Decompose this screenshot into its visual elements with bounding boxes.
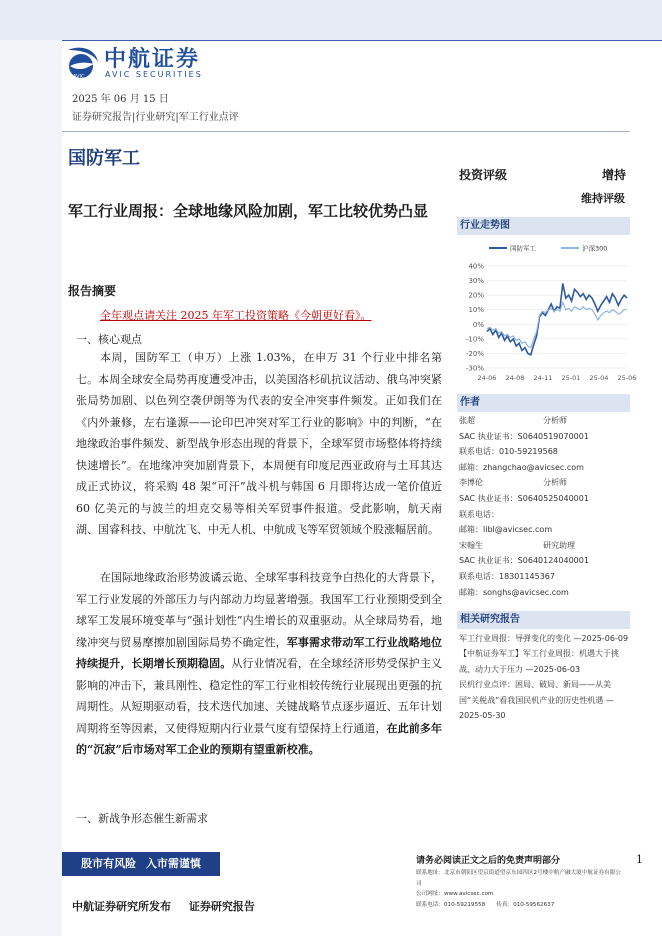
- company-logo: [64, 42, 224, 88]
- author-name-row: [459, 538, 631, 554]
- report-date: 2025 年 06 月 15 日: [72, 94, 169, 105]
- author-role: 研究助理: [543, 540, 575, 550]
- outlook-bold-b: 在此前多年的“沉寂”后市场对军工企业的预期有望重新校准。: [76, 721, 442, 756]
- y-tick-label: -10%: [465, 335, 484, 344]
- author-info: SAC 执业证书：S0640519070001: [459, 431, 589, 441]
- related-report-link[interactable]: 民机行业点评：困局、破局、新局——从美国“关税战”看我国民机产业的历史性机遇 —2025-05-30: [459, 680, 614, 721]
- legend-label: 国防军工: [510, 244, 536, 253]
- series-line-csi300: [487, 302, 627, 347]
- contact-info: [416, 868, 626, 910]
- trend-chart-title: 行业走势图: [457, 217, 630, 235]
- related-report-link[interactable]: 【中航证券军工】军工行业周报：机遇大于挑战、动力大于压力 —2025-06-03: [459, 649, 619, 674]
- outlook-text-a: 在国际地缘政治形势波谲云诡、全球军事科技竞争白热化的大背景下，军工行业发展的外部压力与内部动力均显著增强。我国军工行业预期受到全球军工发展环境变革与“强计划性”内生增长的双重驱动。从全球局势看，地缘冲突与贸易摩擦加剧国际局势不确定性，: [76, 571, 442, 649]
- top-rule: [62, 40, 662, 41]
- contact-website[interactable]: 公司网址：www.avicsec.com: [416, 891, 494, 897]
- strategy-link[interactable]: 全年观点请关注 2025 年军工投资策略《今朝更好看》。: [100, 309, 372, 322]
- brand-name-en: AVIC SECURITIES: [105, 70, 203, 79]
- author-info: SAC 执业证书：S0640124040001: [459, 556, 589, 566]
- brand-name-cn: 中航证券: [104, 47, 201, 72]
- page-number: 1: [636, 853, 643, 866]
- industry-title: 国防军工: [68, 148, 140, 169]
- x-tick-label: 24-08: [505, 374, 525, 382]
- breadcrumb: 证券研究报告|行业研究|军工行业点评: [72, 112, 239, 123]
- avic-emblem-icon: [64, 44, 100, 84]
- author-role: 分析师: [543, 478, 567, 488]
- disclaimer-note: 请务必阅读正文之后的免责声明部分: [416, 856, 561, 866]
- rating-label: 投资评级: [459, 168, 508, 182]
- authors-title: 作者: [457, 394, 630, 412]
- author-email[interactable]: 邮箱：zhangchao@avicsec.com: [459, 462, 584, 472]
- authors-list: [459, 413, 631, 600]
- outlook-bold-a: 军事需求带动军工行业战略地位持续提升，长期增长预期稳固。: [76, 635, 442, 670]
- author-info: 联系电话：18301145367: [459, 571, 555, 581]
- footer-publisher: 中航证券研究所发布 证券研究报告: [72, 900, 255, 913]
- risk-warning: 股市有风险 入市需谨慎: [62, 852, 220, 876]
- top-band: [0, 0, 662, 40]
- contact-address: 联系地址：北京市朝阳区望京街道望京东园四区2号楼中航产融大厦中航证券有限公司: [416, 870, 621, 887]
- left-margin-bar: [0, 40, 62, 936]
- y-tick-label: -30%: [465, 364, 484, 373]
- paragraph-weekly-review: 本周，国防军工（申万）上涨 1.03%，在申万 31 个行业中排名第七。本周全球安全局势再度遭受冲击，以美国洛杉矶抗议活动、俄乌冲突紧张局势加剧、以色列空袭伊朗等为代表的安全冲突事件频发。正如我们在《内外兼修，左右逢源——论印巴冲突对军工行业的影响》中的判断，“在地缘政治事件频发、新型战争形态出现的背景下，全球军贸市场整体将持续快速增长”。在地缘冲突加剧背景下，本周便有印度尼西亚政府与土耳其达成正式协议，将采购 48 架“可汗”战斗机与韩国 6 月即将达成一笔价值近 60 亿美元的与波兰的坦克交易等相关军贸事件报道。受此影响，航天南湖、国睿科技、中航沈飞、中无人机、中航成飞等军贸领域个股涨幅居前。: [76, 351, 442, 536]
- y-tick-label: -20%: [465, 349, 484, 358]
- related-report-link[interactable]: 军工行业周报：导弹变化的变化 —2025-06-09: [459, 634, 629, 643]
- trend-chart-svg: [457, 240, 637, 385]
- rating-maintain: 维持评级: [581, 192, 625, 205]
- y-tick-label: 0%: [472, 320, 484, 329]
- x-tick-label: 25-06: [617, 374, 637, 382]
- related-reports-title: 相关研究报告: [457, 611, 630, 629]
- legend-label: 沪深300: [582, 244, 608, 253]
- trend-chart: [457, 240, 637, 385]
- contact-phone: 联系电话：010-59219558 传真：010-59562637: [416, 901, 555, 908]
- outlook-text-b: 从行业情况看，在全球经济形势受保护主义影响的冲击下，兼具刚性、稳定性的军工行业相较传统行业展现出更强的抗周期性。从短期驱动看，技术迭代加速、关键战略节点逐步逼近、五年计划周期将至等因素，又使得短期内行业景气度有望保持上行通道，: [76, 657, 442, 735]
- author-info: 联系电话：010-59219568: [459, 447, 558, 457]
- x-tick-label: 25-04: [589, 374, 609, 382]
- x-tick-label: 25-01: [561, 374, 581, 382]
- heading-core-view: 一、核心观点: [76, 333, 142, 346]
- author-name: 李博伦: [459, 478, 483, 488]
- y-tick-label: 10%: [468, 306, 484, 315]
- y-tick-label: 40%: [468, 262, 484, 271]
- author-role: 分析师: [543, 416, 567, 425]
- y-tick-label: 20%: [468, 291, 484, 300]
- y-tick-label: 30%: [468, 277, 484, 286]
- author-email[interactable]: 邮箱：libl@avicsec.com: [459, 525, 553, 535]
- x-tick-label: 24-06: [477, 374, 497, 382]
- author-name: 宋翰生: [459, 540, 483, 550]
- related-reports-list: [459, 631, 631, 723]
- paragraph-outlook: [76, 567, 442, 761]
- author-email[interactable]: 邮箱：songhs@avicsec.com: [459, 587, 569, 597]
- author-name: 张超: [459, 416, 475, 425]
- author-name-row: [459, 413, 631, 429]
- author-info: SAC 执业证书：S0640525040001: [459, 493, 589, 503]
- header-divider: [62, 131, 630, 132]
- series-line-defense: [487, 284, 627, 355]
- report-headline: 军工行业周报：全球地缘风险加剧，军工比较优势凸显: [68, 202, 429, 220]
- author-info: 联系电话：: [459, 509, 499, 519]
- author-name-row: [459, 475, 631, 491]
- svg-text:AVIC: AVIC: [73, 74, 85, 80]
- abstract-title: 报告摘要: [68, 284, 117, 298]
- rating-value: 增持: [602, 168, 627, 182]
- x-tick-label: 24-11: [533, 374, 553, 382]
- heading-new-demand: 一、新战争形态催生新需求: [76, 812, 208, 825]
